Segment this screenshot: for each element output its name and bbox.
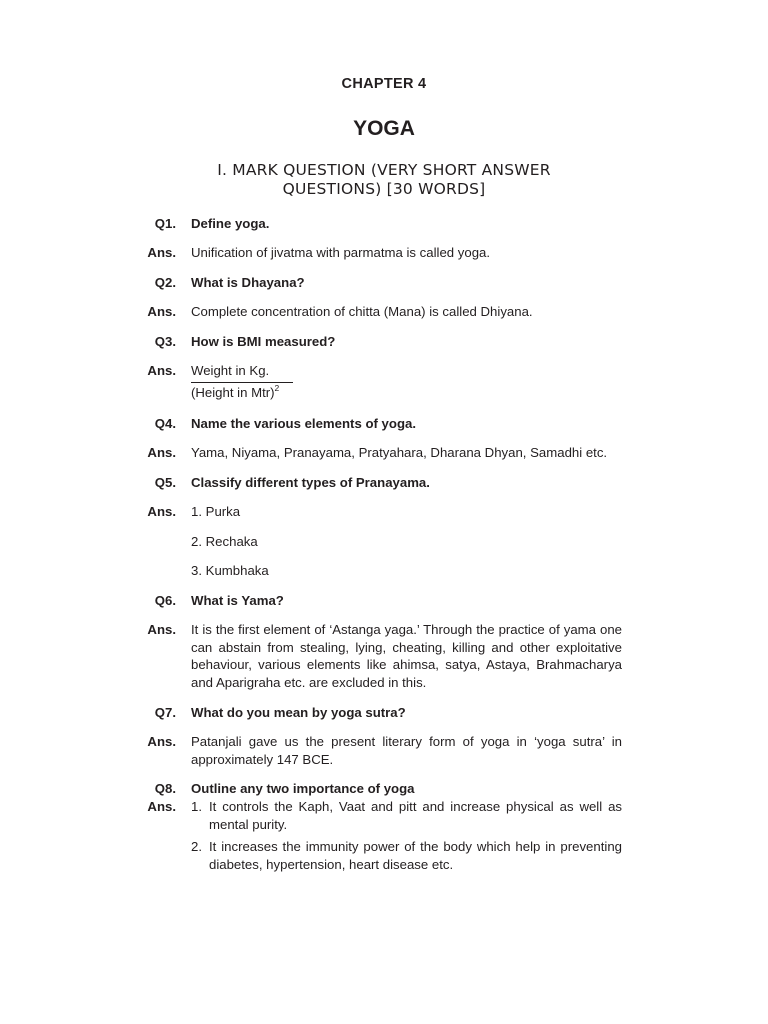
answer-text: Unification of jivatma with parmatma is called yoga. [191,245,491,260]
page-title: YOGA [353,117,415,140]
section-heading-line-2: QUESTIONS) [30 WORDS] [282,180,486,198]
list-item: 3. Kumbhaka [191,563,269,578]
question-text: How is BMI measured? [191,334,336,349]
answer-label: Ans. [147,363,176,378]
numbered-point [191,838,622,873]
question-label: Q7. [154,705,176,720]
list-item: 1. Purka [191,504,241,519]
question-label: Q8. [154,781,176,796]
question-text: What do you mean by yoga sutra? [191,705,406,720]
question-label: Q2. [154,275,176,290]
point-text: It increases the immunity power of the body which help in preventing diabetes, hypertension, heart disease etc. [209,839,622,872]
list-item: 2. Rechaka [191,534,258,549]
fraction-denominator: (Height in Mtr)$^2$ [191,383,280,400]
section-heading [0,161,768,199]
answer-text: Patanjali gave us the present literary form of yoga in ‘yoga sutra’ in approximately 147 BCE. [191,734,622,767]
point-number: 1. [191,799,202,814]
answer-text: Complete concentration of chitta (Mana) is called Dhiyana. [191,304,533,319]
question-text: Define yoga. [191,216,270,231]
question-label: Q6. [154,593,176,608]
answer-row [0,362,768,406]
answer-label: Ans. [147,734,176,749]
answer-text: Yama, Niyama, Pranayama, Pratyahara, Dharana Dhyan, Samadhi etc. [191,445,608,460]
question-label: Q4. [154,416,176,431]
numbered-point [191,798,622,833]
question-text: Name the various elements of yoga. [191,416,416,431]
bmi-fraction [191,362,622,383]
question-label: Q3. [154,334,176,349]
question-text: What is Dhayana? [191,275,305,290]
answer-label: Ans. [147,304,176,319]
answer-label: Ans. [147,245,176,260]
answer-label: Ans. [147,622,176,637]
question-text: Classify different types of Pranayama. [191,475,430,490]
answer-label: Ans. [147,799,176,814]
exponent: 2 [274,383,280,393]
answer-label: Ans. [147,504,176,519]
chapter-heading: CHAPTER 4 [341,76,427,92]
point-text: It controls the Kaph, Vaat and pitt and increase physical as well as mental purity. [209,799,622,832]
fraction-numerator: Weight in Kg. [191,362,293,383]
question-label: Q5. [154,475,176,490]
question-text: What is Yama? [191,593,284,608]
answer-text: It is the first element of ‘Astanga yaga.’ Through the practice of yama one can abstain from stealing, lying, cheating, killing and other exploitative behaviour, various elements like ahimsa, satya, Astaya, Brahmacharya and Aparigraha etc. are excluded in this. [191,622,622,690]
answer-label: Ans. [147,445,176,460]
section-heading-line-1: I. MARK QUESTION (VERY SHORT ANSWER [217,161,551,179]
question-text: Outline any two importance of yoga [191,781,415,796]
point-number: 2. [191,839,202,854]
question-label: Q1. [154,216,176,231]
